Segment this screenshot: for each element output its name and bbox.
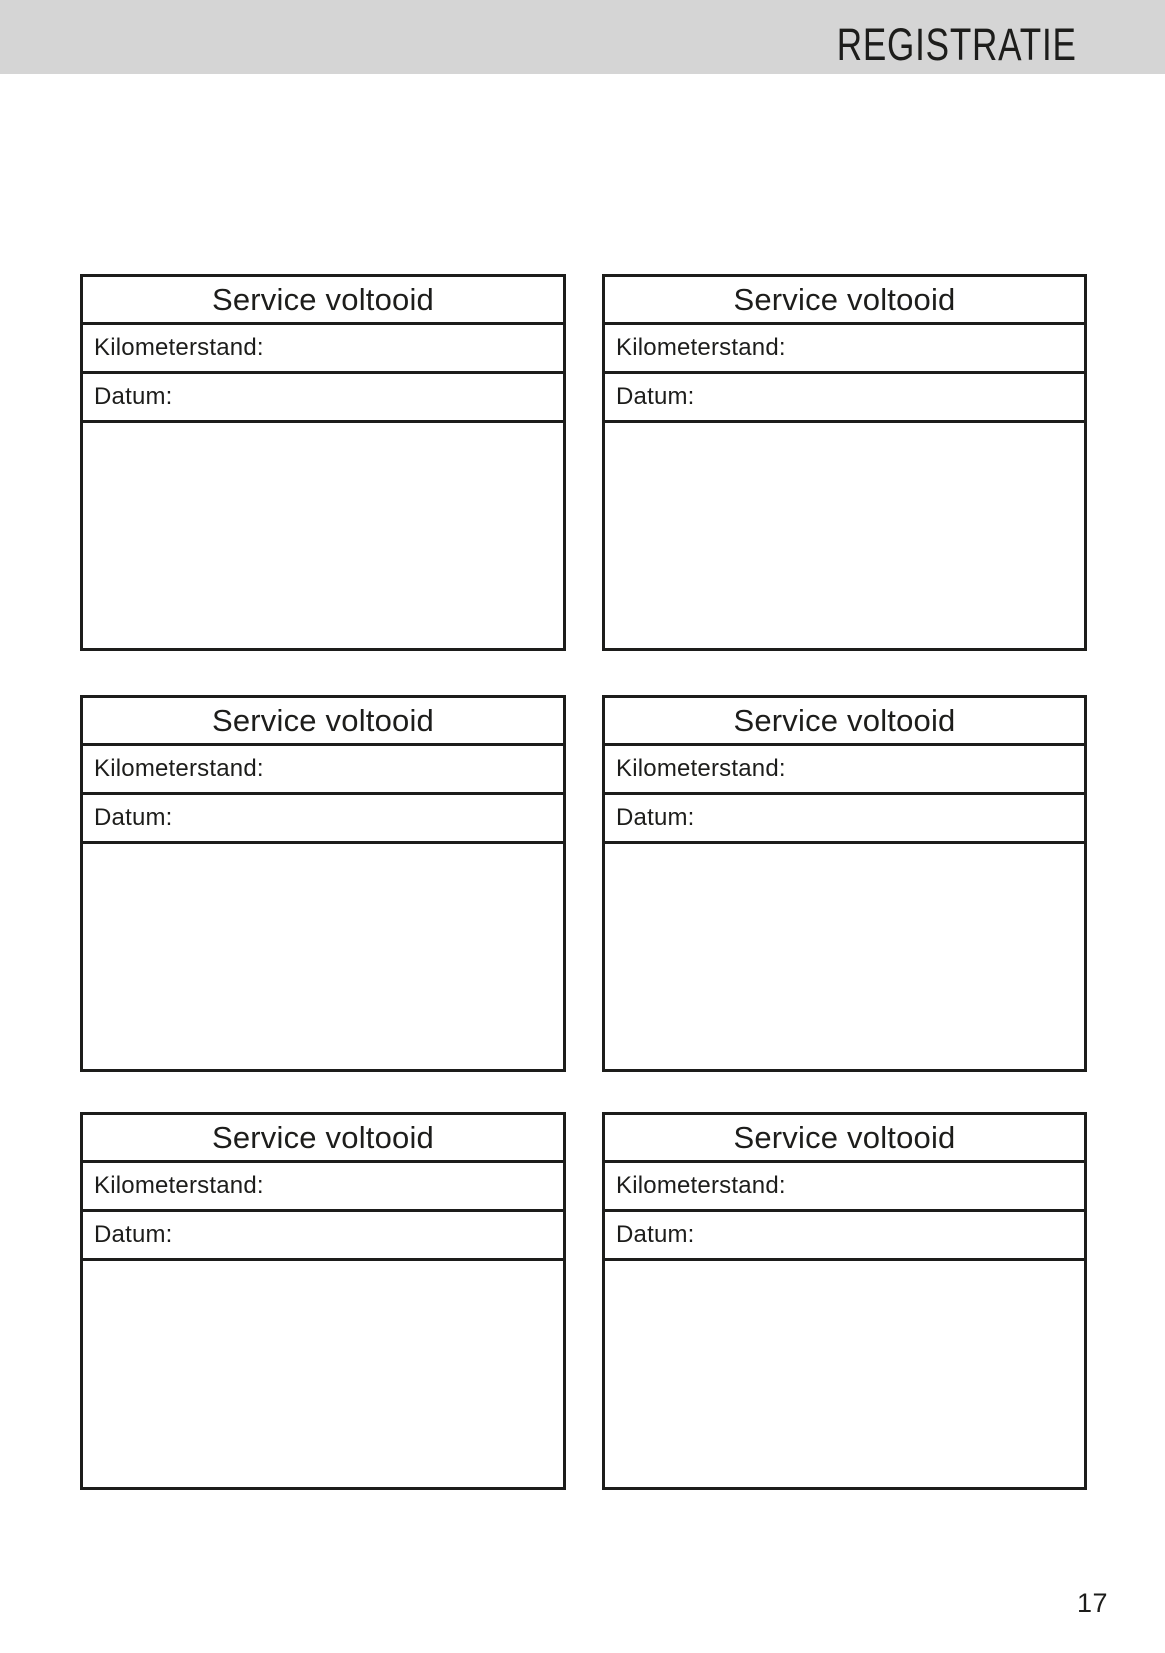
notes-area	[605, 844, 1084, 1069]
datum-label: Datum:	[94, 804, 173, 831]
kilometerstand-label: Kilometerstand:	[94, 1172, 264, 1199]
kilometerstand-label: Kilometerstand:	[616, 334, 786, 361]
service-card-1	[80, 274, 566, 651]
kilometerstand-label: Kilometerstand:	[94, 755, 264, 782]
kilometerstand-field	[83, 1163, 563, 1212]
datum-field	[605, 374, 1084, 423]
notes-area	[605, 1261, 1084, 1487]
service-card-title: Service voltooid	[605, 1115, 1084, 1163]
service-card-6	[602, 1112, 1087, 1490]
datum-field	[83, 374, 563, 423]
notes-area	[83, 844, 563, 1069]
kilometerstand-field	[605, 746, 1084, 795]
datum-field	[605, 795, 1084, 844]
kilometerstand-label: Kilometerstand:	[616, 755, 786, 782]
datum-field	[605, 1212, 1084, 1261]
service-card-title: Service voltooid	[83, 698, 563, 746]
notes-area	[83, 423, 563, 648]
page-title: REGISTRATIE	[836, 18, 1077, 70]
datum-label: Datum:	[94, 1221, 173, 1248]
kilometerstand-label: Kilometerstand:	[616, 1172, 786, 1199]
service-card-2	[602, 274, 1087, 651]
kilometerstand-field	[605, 325, 1084, 374]
service-card-4	[602, 695, 1087, 1072]
service-card-title: Service voltooid	[605, 277, 1084, 325]
service-card-title: Service voltooid	[83, 277, 563, 325]
service-card-5	[80, 1112, 566, 1490]
service-card-3	[80, 695, 566, 1072]
kilometerstand-label: Kilometerstand:	[94, 334, 264, 361]
datum-label: Datum:	[616, 383, 695, 410]
service-card-title: Service voltooid	[83, 1115, 563, 1163]
kilometerstand-field	[605, 1163, 1084, 1212]
datum-label: Datum:	[616, 804, 695, 831]
datum-field	[83, 1212, 563, 1261]
datum-label: Datum:	[94, 383, 173, 410]
page-header	[0, 0, 1165, 74]
page-number: 17	[1076, 1588, 1108, 1618]
notes-area	[605, 423, 1084, 648]
datum-label: Datum:	[616, 1221, 695, 1248]
kilometerstand-field	[83, 746, 563, 795]
kilometerstand-field	[83, 325, 563, 374]
notes-area	[83, 1261, 563, 1487]
datum-field	[83, 795, 563, 844]
service-card-title: Service voltooid	[605, 698, 1084, 746]
